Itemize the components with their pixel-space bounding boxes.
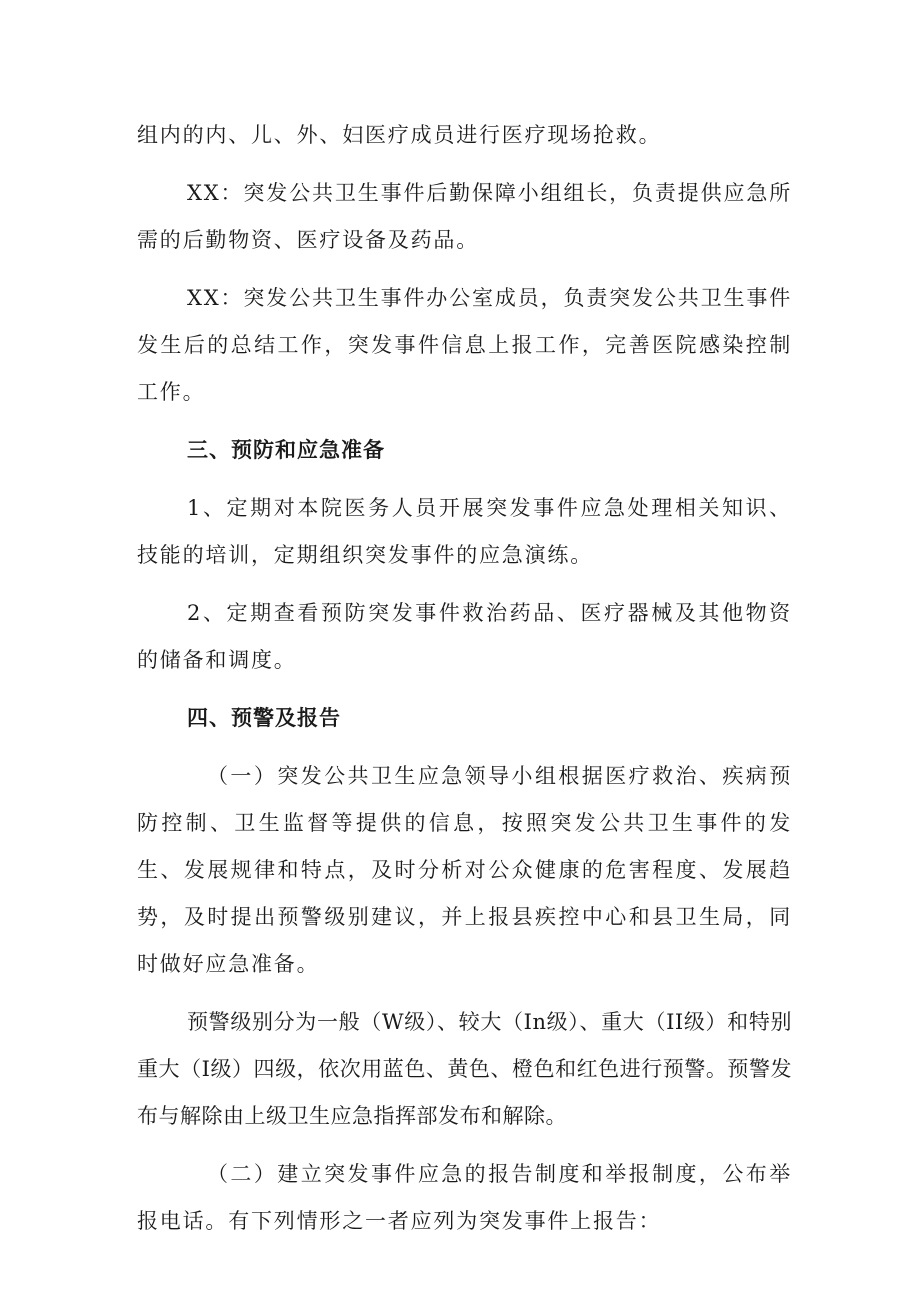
paragraph-reporting-system: （二）建立突发事件应急的报告制度和举报制度，公布举报电话。有下列情形之一者应列为突发事件上报告： xyxy=(137,1162,792,1233)
paragraph-warning-analysis: （一）突发公共卫生应急领导小组根据医疗救治、疾病预防控制、卫生监督等提供的信息，按照突发公共卫生事件的发生、发展规律和特点，及时分析对公众健康的危害程度、发展趋势，及时提出预警级别建议，并上报县疾控中心和县卫生局，同时做好应急准备。 xyxy=(137,764,792,976)
section-heading-warning: 四、预警及报告 xyxy=(187,706,341,730)
paragraph-warning-levels: 预警级别分为一般（W级）、较大（In级）、重大（II级）和特别重大（I级）四级，依次用蓝色、黄色、橙色和红色进行预警。预警发布与解除由上级卫生应急指挥部发布和解除。 xyxy=(137,1010,792,1128)
document-body xyxy=(137,112,792,1256)
paragraph-supplies: 2、定期查看预防突发事件救治药品、医疗器械及其他物资的储备和调度。 xyxy=(137,601,792,672)
paragraph-logistics-leader: XX：突发公共卫生事件后勤保障小组组长，负责提供应急所需的后勤物资、医疗设备及药品。 xyxy=(137,181,792,252)
paragraph-office-member: XX：突发公共卫生事件办公室成员，负责突发公共卫生事件发生后的总结工作，突发事件信息上报工作，完善医院感染控制工作。 xyxy=(137,286,792,404)
paragraph-team-rescue: 组内的内、儿、外、妇医疗成员进行医疗现场抢救。 xyxy=(137,123,662,147)
section-heading-prevention: 三、预防和应急准备 xyxy=(187,438,385,462)
paragraph-training: 1、定期对本院医务人员开展突发事件应急处理相关知识、技能的培训，定期组织突发事件的应急演练。 xyxy=(137,496,792,567)
